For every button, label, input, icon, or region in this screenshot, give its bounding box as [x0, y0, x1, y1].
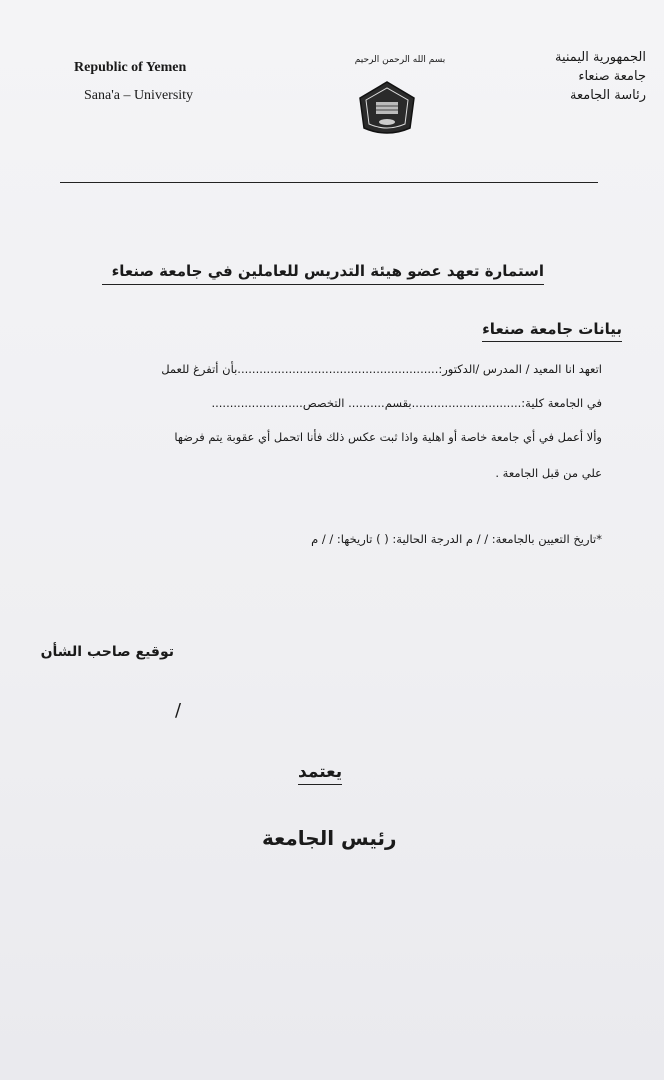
- section-title: بيانات جامعة صنعاء: [482, 320, 622, 342]
- pledge-line-faculty: في الجامعة كلية:..............................بقسم.......... التخصص.........................: [211, 396, 602, 410]
- signature-slash: /: [175, 700, 182, 721]
- header-ar-presidency: رئاسة الجامعة: [570, 88, 646, 103]
- pledge-line-terms-cont: علي من قبل الجامعة .: [495, 466, 602, 480]
- header-ar-university: جامعة صنعاء: [578, 69, 646, 84]
- pledge-line-terms: وألا أعمل في أي جامعة خاصة أو اهلية واذا ثبت عكس ذلك فأنا اتحمل أي عقوبة يتم فرضها: [174, 430, 602, 444]
- header-divider: [60, 182, 598, 183]
- university-seal-icon: [354, 78, 420, 138]
- president-label: رئيس الجامعة: [262, 826, 397, 850]
- approve-label: يعتمد: [298, 762, 342, 785]
- form-title: استمارة تعهد عضو هيئة التدريس للعاملين في جامعة صنعاء: [102, 262, 544, 285]
- appointment-date-line: *تاريخ التعيين بالجامعة: / / م الدرجة الحالية: ( ) تاريخها: / / م: [311, 532, 602, 546]
- header-ar-block: [555, 48, 646, 105]
- header-ar-country: الجمهورية اليمنية: [554, 50, 646, 65]
- signature-label: توقيع صاحب الشأن: [40, 644, 174, 660]
- basmala: بسم الله الرحمن الرحيم: [354, 55, 446, 65]
- header-en-university: Sana'a – University: [84, 88, 194, 103]
- pledge-line-name: اتعهد انا المعيد / المدرس /الدكتور:.......................................................بأن أتفرغ للعمل: [161, 362, 602, 376]
- header-en-country: Republic of Yemen: [74, 60, 187, 75]
